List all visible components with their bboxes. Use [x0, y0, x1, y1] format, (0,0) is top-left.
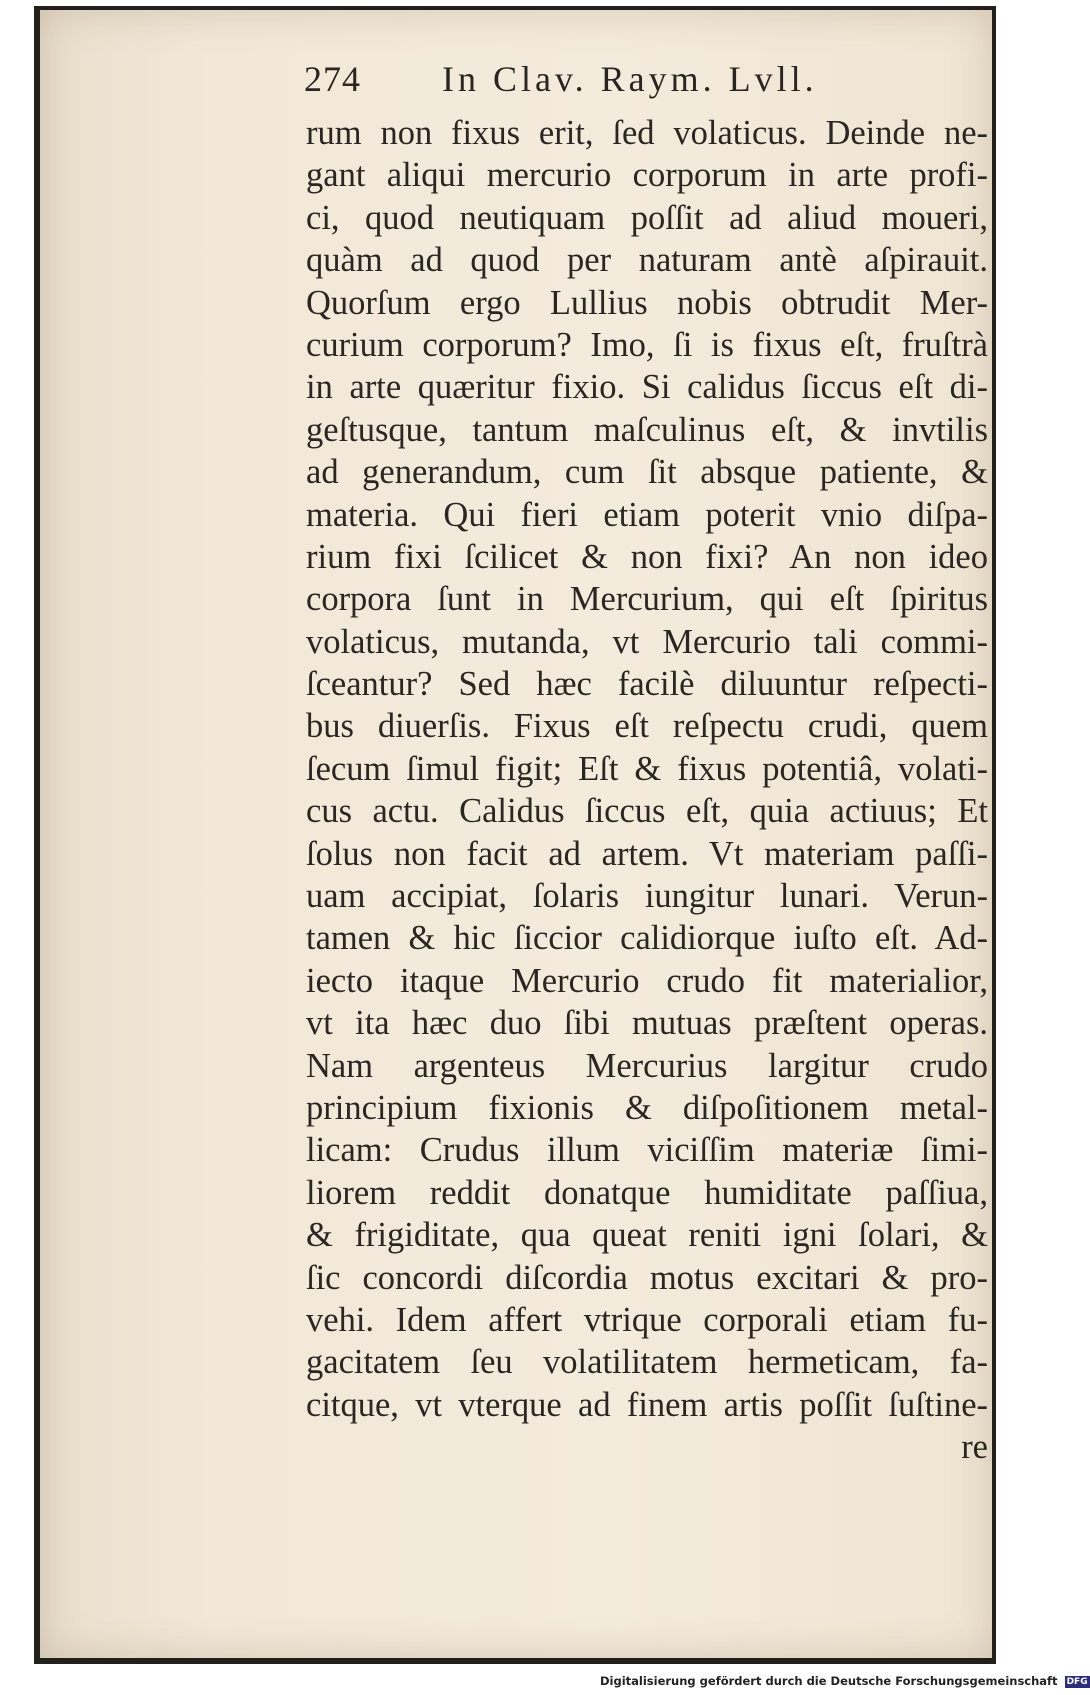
- credit-text: Digitalisierung gefördert durch die Deutsche Forschungsgemeinschaft: [600, 1674, 1058, 1688]
- page-number: 274: [304, 59, 361, 99]
- text-line: volaticus, mutanda, vt Mercurio tali commi-: [306, 622, 988, 661]
- text-line: liorem reddit donatque humiditate paſſiua,: [306, 1173, 988, 1212]
- text-line: re: [961, 1428, 988, 1467]
- text-line: ci, quod neutiquam poſſit ad aliud moueri,: [306, 198, 988, 237]
- text-line: uam accipiat, ſolaris iungitur lunari. Verun-: [306, 877, 988, 916]
- text-line: curium corporum? Imo, ſi is fixus eſt, fruſtrà: [306, 325, 988, 364]
- text-line: ſolus non facit ad artem. Vt materiam paſſi-: [306, 834, 988, 873]
- text-line: gant aliqui mercurio corporum in arte profi-: [306, 156, 988, 195]
- text-line: citque, vt vterque ad finem artis poſſit ſuſtine-: [306, 1385, 988, 1424]
- text-line: Nam argenteus Mercurius largitur crudo: [306, 1046, 988, 1085]
- text-line: ad generandum, cum ſit absque patiente, &: [306, 453, 988, 492]
- running-title: In Clav. Raym. Lvll.: [442, 59, 818, 99]
- text-line: licam: Crudus illum viciſſim materiæ ſimi-: [306, 1131, 988, 1170]
- text-line: rum non fixus erit, ſed volaticus. Deinde ne-: [306, 114, 988, 152]
- text-line: corpora ſunt in Mercurium, qui eſt ſpiritus: [306, 580, 988, 619]
- text-line: principium fixionis & diſpoſitionem metal-: [306, 1088, 988, 1127]
- text-line: in arte quæritur fixio. Si calidus ſiccus eſt di-: [306, 368, 988, 407]
- text-line: cus actu. Calidus ſiccus eſt, quia actiuus; Et: [306, 792, 988, 831]
- text-line: ſecum ſimul figit; Eſt & fixus potentiâ, volati-: [306, 749, 988, 788]
- digitization-credit: [600, 1674, 1088, 1692]
- text-line: gacitatem ſeu volatilitatem hermeticam, fa-: [306, 1343, 988, 1382]
- text-line: & frigiditate, qua queat reniti igni ſolari, &: [306, 1216, 988, 1255]
- running-head: [304, 58, 904, 102]
- text-line: tamen & hic ſiccior calidiorque iuſto eſt. Ad-: [306, 919, 988, 958]
- text-line: materia. Qui fieri etiam poterit vnio diſpa-: [306, 495, 988, 534]
- text-line: geſtusque, tantum maſculinus eſt, & invtilis: [306, 410, 988, 449]
- text-line: Quorſum ergo Lullius nobis obtrudit Mer-: [306, 283, 988, 322]
- text-line: iecto itaque Mercurio crudo fit materialior,: [306, 961, 988, 1000]
- text-line: vt ita hæc duo ſibi mutuas præſtent operas.: [306, 1004, 988, 1043]
- text-line: bus diuerſis. Fixus eſt reſpectu crudi, quem: [306, 707, 988, 746]
- dfg-logo: DFG: [1066, 1676, 1088, 1687]
- text-line: vehi. Idem affert vtrique corporali etiam fu-: [306, 1300, 988, 1339]
- body-text: [306, 112, 988, 1469]
- text-line: quàm ad quod per naturam antè aſpirauit.: [306, 241, 988, 280]
- text-line: rium fixi ſcilicet & non fixi? An non ideo: [306, 537, 988, 576]
- text-line: ſic concordi diſcordia motus excitari & pro-: [306, 1258, 988, 1297]
- text-line: ſceantur? Sed hæc facilè diluuntur reſpecti-: [306, 665, 988, 704]
